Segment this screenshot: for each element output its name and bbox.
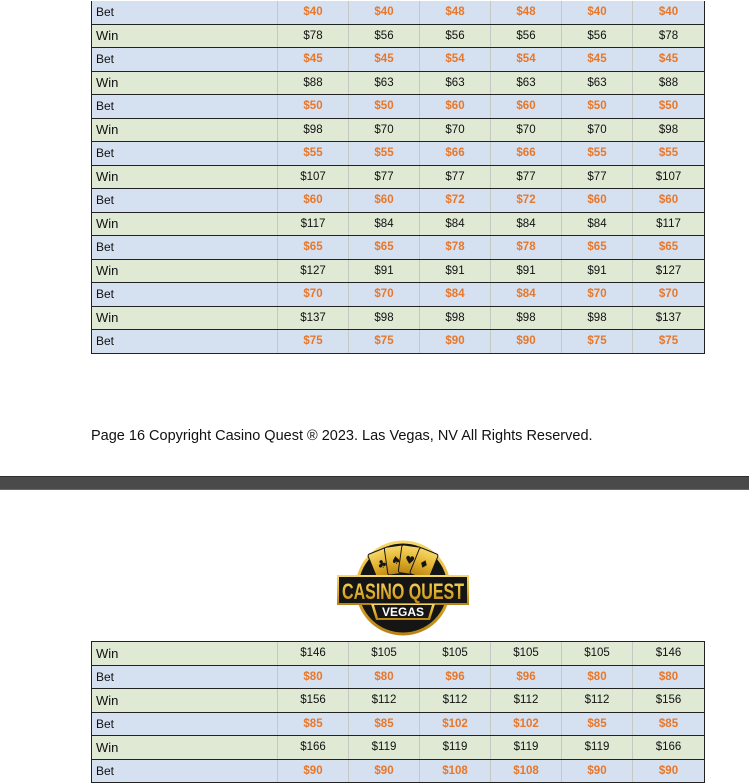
- win-amount-cell: $56: [491, 24, 562, 48]
- row-label: Bet: [92, 1, 278, 24]
- bet-amount-cell: $85: [633, 712, 705, 736]
- win-amount-cell: $88: [278, 71, 349, 95]
- bet-amount-cell: $60: [349, 189, 420, 213]
- table-row: [92, 118, 705, 142]
- win-amount-cell: $112: [420, 689, 491, 713]
- bet-amount-cell: $50: [278, 95, 349, 119]
- win-amount-cell: $84: [349, 212, 420, 236]
- win-amount-cell: $105: [562, 642, 633, 666]
- table-row: [92, 330, 705, 354]
- win-amount-cell: $112: [349, 689, 420, 713]
- row-label: Bet: [92, 712, 278, 736]
- bet-amount-cell: $75: [562, 330, 633, 354]
- row-label: Win: [92, 306, 278, 330]
- win-amount-cell: $166: [633, 736, 705, 760]
- table-row: [92, 689, 705, 713]
- win-amount-cell: $119: [349, 736, 420, 760]
- bet-amount-cell: $40: [349, 1, 420, 24]
- row-label: Win: [92, 259, 278, 283]
- win-amount-cell: $84: [491, 212, 562, 236]
- win-amount-cell: $105: [349, 642, 420, 666]
- bet-amount-cell: $45: [562, 48, 633, 72]
- bet-amount-cell: $90: [491, 330, 562, 354]
- bet-amount-cell: $55: [278, 142, 349, 166]
- svg-text:♠: ♠: [390, 553, 402, 568]
- row-label: Win: [92, 689, 278, 713]
- win-amount-cell: $107: [633, 165, 705, 189]
- bet-amount-cell: $90: [420, 330, 491, 354]
- bet-amount-cell: $70: [278, 283, 349, 307]
- bet-amount-cell: $48: [420, 1, 491, 24]
- logo-sub-text: VEGAS: [381, 605, 425, 619]
- bet-amount-cell: $80: [349, 665, 420, 689]
- row-label: Win: [92, 24, 278, 48]
- bet-amount-cell: $85: [562, 712, 633, 736]
- bet-amount-cell: $60: [491, 95, 562, 119]
- win-amount-cell: $127: [278, 259, 349, 283]
- svg-text:♣: ♣: [375, 556, 390, 573]
- win-amount-cell: $63: [491, 71, 562, 95]
- table-row: [92, 283, 705, 307]
- win-amount-cell: $78: [278, 24, 349, 48]
- win-amount-cell: $98: [420, 306, 491, 330]
- bet-amount-cell: $60: [562, 189, 633, 213]
- row-label: Win: [92, 118, 278, 142]
- svg-text:♥: ♥: [404, 553, 416, 568]
- bet-amount-cell: $66: [491, 142, 562, 166]
- win-amount-cell: $91: [562, 259, 633, 283]
- bet-amount-cell: $84: [420, 283, 491, 307]
- bet-amount-cell: $78: [491, 236, 562, 260]
- table-row: [92, 759, 705, 783]
- row-label: Bet: [92, 236, 278, 260]
- bet-amount-cell: $108: [420, 759, 491, 783]
- bet-amount-cell: $80: [278, 665, 349, 689]
- table-row: [92, 48, 705, 72]
- row-label: Bet: [92, 283, 278, 307]
- bet-amount-cell: $50: [633, 95, 705, 119]
- row-label: Win: [92, 71, 278, 95]
- bet-amount-cell: $80: [562, 665, 633, 689]
- bet-amount-cell: $40: [562, 1, 633, 24]
- bet-amount-cell: $90: [633, 759, 705, 783]
- win-amount-cell: $156: [633, 689, 705, 713]
- bet-win-table: [91, 1, 705, 354]
- win-amount-cell: $70: [491, 118, 562, 142]
- win-amount-cell: $117: [278, 212, 349, 236]
- table-row: [92, 95, 705, 119]
- table-row: [92, 142, 705, 166]
- win-amount-cell: $156: [278, 689, 349, 713]
- win-amount-cell: $146: [278, 642, 349, 666]
- bet-amount-cell: $75: [633, 330, 705, 354]
- win-amount-cell: $98: [633, 118, 705, 142]
- win-amount-cell: $98: [349, 306, 420, 330]
- bet-amount-cell: $55: [562, 142, 633, 166]
- bet-amount-cell: $102: [420, 712, 491, 736]
- win-amount-cell: $98: [491, 306, 562, 330]
- bet-amount-cell: $55: [349, 142, 420, 166]
- win-amount-cell: $107: [278, 165, 349, 189]
- win-amount-cell: $166: [278, 736, 349, 760]
- page-separator: [0, 476, 749, 490]
- page-footer: Page 16 Copyright Casino Quest ® 2023. Las Vegas, NV All Rights Reserved.: [91, 428, 593, 444]
- win-amount-cell: $63: [562, 71, 633, 95]
- win-amount-cell: $119: [420, 736, 491, 760]
- svg-text:♦: ♦: [416, 556, 431, 573]
- table-row: [92, 189, 705, 213]
- bet-amount-cell: $70: [633, 283, 705, 307]
- win-amount-cell: $91: [491, 259, 562, 283]
- bet-amount-cell: $102: [491, 712, 562, 736]
- bet-amount-cell: $108: [491, 759, 562, 783]
- bet-amount-cell: $50: [349, 95, 420, 119]
- bet-amount-cell: $60: [633, 189, 705, 213]
- bet-amount-cell: $70: [349, 283, 420, 307]
- win-amount-cell: $77: [491, 165, 562, 189]
- bet-amount-cell: $96: [491, 665, 562, 689]
- row-label: Win: [92, 212, 278, 236]
- bet-amount-cell: $54: [420, 48, 491, 72]
- logo-brand-text: CASINO QUEST: [342, 579, 465, 604]
- bet-amount-cell: $70: [562, 283, 633, 307]
- bet-amount-cell: $65: [278, 236, 349, 260]
- win-amount-cell: $77: [562, 165, 633, 189]
- bet-amount-cell: $84: [491, 283, 562, 307]
- row-label: Bet: [92, 330, 278, 354]
- bet-amount-cell: $78: [420, 236, 491, 260]
- row-label: Bet: [92, 665, 278, 689]
- bet-amount-cell: $60: [278, 189, 349, 213]
- bet-amount-cell: $85: [278, 712, 349, 736]
- row-label: Win: [92, 642, 278, 666]
- win-amount-cell: $56: [420, 24, 491, 48]
- win-amount-cell: $56: [562, 24, 633, 48]
- win-amount-cell: $117: [633, 212, 705, 236]
- bet-amount-cell: $45: [349, 48, 420, 72]
- bet-amount-cell: $75: [349, 330, 420, 354]
- win-amount-cell: $91: [420, 259, 491, 283]
- row-label: Bet: [92, 142, 278, 166]
- row-label: Bet: [92, 48, 278, 72]
- bet-amount-cell: $72: [420, 189, 491, 213]
- table-row: [92, 24, 705, 48]
- win-amount-cell: $98: [562, 306, 633, 330]
- bet-amount-cell: $66: [420, 142, 491, 166]
- bet-amount-cell: $48: [491, 1, 562, 24]
- row-label: Win: [92, 165, 278, 189]
- bet-amount-cell: $54: [491, 48, 562, 72]
- win-amount-cell: $63: [420, 71, 491, 95]
- bet-amount-cell: $75: [278, 330, 349, 354]
- table-row: [92, 306, 705, 330]
- win-amount-cell: $70: [349, 118, 420, 142]
- win-amount-cell: $105: [420, 642, 491, 666]
- win-amount-cell: $146: [633, 642, 705, 666]
- bet-amount-cell: $72: [491, 189, 562, 213]
- bet-amount-cell: $65: [562, 236, 633, 260]
- bet-amount-cell: $40: [278, 1, 349, 24]
- win-amount-cell: $137: [278, 306, 349, 330]
- bet-amount-cell: $65: [633, 236, 705, 260]
- table-row: [92, 212, 705, 236]
- bet-amount-cell: $50: [562, 95, 633, 119]
- row-label: Bet: [92, 759, 278, 783]
- bet-amount-cell: $80: [633, 665, 705, 689]
- bet-amount-cell: $55: [633, 142, 705, 166]
- table-row: [92, 165, 705, 189]
- bet-amount-cell: $90: [349, 759, 420, 783]
- bet-amount-cell: $85: [349, 712, 420, 736]
- win-amount-cell: $98: [278, 118, 349, 142]
- win-amount-cell: $105: [491, 642, 562, 666]
- table-row: [92, 1, 705, 24]
- casino-quest-logo: [336, 540, 470, 636]
- win-amount-cell: $112: [562, 689, 633, 713]
- table-row: [92, 736, 705, 760]
- win-amount-cell: $112: [491, 689, 562, 713]
- table-row: [92, 71, 705, 95]
- bet-win-table-continued: [91, 641, 705, 783]
- win-amount-cell: $127: [633, 259, 705, 283]
- bet-amount-cell: $65: [349, 236, 420, 260]
- table-row: [92, 642, 705, 666]
- table-row: [92, 236, 705, 260]
- row-label: Bet: [92, 189, 278, 213]
- table-row: [92, 259, 705, 283]
- win-amount-cell: $70: [562, 118, 633, 142]
- win-amount-cell: $84: [562, 212, 633, 236]
- win-amount-cell: $137: [633, 306, 705, 330]
- bet-amount-cell: $40: [633, 1, 705, 24]
- win-amount-cell: $63: [349, 71, 420, 95]
- bet-amount-cell: $45: [278, 48, 349, 72]
- win-amount-cell: $88: [633, 71, 705, 95]
- row-label: Bet: [92, 95, 278, 119]
- win-amount-cell: $77: [420, 165, 491, 189]
- win-amount-cell: $119: [562, 736, 633, 760]
- win-amount-cell: $70: [420, 118, 491, 142]
- win-amount-cell: $56: [349, 24, 420, 48]
- table-row: [92, 712, 705, 736]
- bet-amount-cell: $96: [420, 665, 491, 689]
- bet-amount-cell: $90: [562, 759, 633, 783]
- bet-amount-cell: $90: [278, 759, 349, 783]
- win-amount-cell: $91: [349, 259, 420, 283]
- win-amount-cell: $119: [491, 736, 562, 760]
- bet-amount-cell: $60: [420, 95, 491, 119]
- table-row: [92, 665, 705, 689]
- bet-amount-cell: $45: [633, 48, 705, 72]
- win-amount-cell: $84: [420, 212, 491, 236]
- row-label: Win: [92, 736, 278, 760]
- win-amount-cell: $77: [349, 165, 420, 189]
- win-amount-cell: $78: [633, 24, 705, 48]
